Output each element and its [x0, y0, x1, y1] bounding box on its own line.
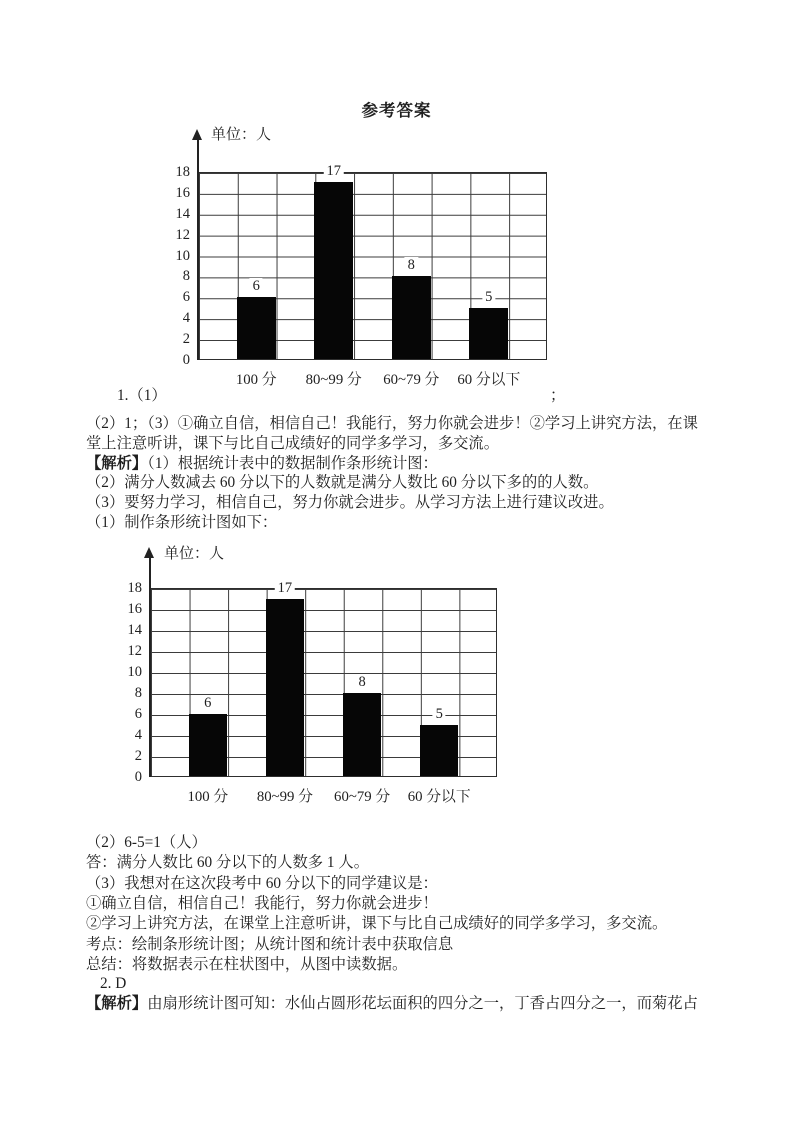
- x-axis-category-label: 100 分: [235, 372, 277, 388]
- answer-text-line: （2）1；（3）①确立自信，相信自己！我能行，努力你就会进步！②学习上讲究方法，在课: [86, 415, 698, 432]
- answer-text-line: 考点：绘制条形统计图；从统计图和统计表中获取信息: [86, 936, 454, 953]
- answer-text-line: （1）制作条形统计图如下：: [86, 514, 278, 531]
- x-axis-category-label: 60~79 分: [383, 372, 440, 388]
- bar-value-label: 8: [355, 674, 368, 691]
- bar-value-label: 17: [275, 580, 296, 597]
- y-axis-tick-label: 2: [182, 331, 190, 347]
- answer-text-line: 答：满分人数比 60 分以下的人数多 1 人。: [86, 854, 369, 871]
- y-axis-tick-label: 6: [182, 289, 190, 305]
- question1-item-label: 1.（1）: [117, 387, 167, 404]
- y-axis-tick-label: 14: [175, 206, 190, 222]
- bar-value-label: 17: [323, 163, 344, 180]
- y-axis-tick-label: 12: [175, 227, 190, 243]
- chart-unit-label: 单位：人: [211, 127, 272, 143]
- x-axis-category-label: 60 分以下: [407, 789, 471, 805]
- question2-analysis: 【解析】由扇形统计图可知：水仙占圆形花坛面积的四分之一，丁香占四分之一，而菊花占: [86, 995, 698, 1012]
- bar-value-label: 6: [250, 278, 263, 295]
- y-axis-tick-label: 10: [127, 664, 142, 680]
- x-axis-category-label: 60~79 分: [334, 789, 391, 805]
- y-axis-tick-label: 18: [127, 580, 142, 596]
- y-axis-tick-label: 16: [175, 185, 190, 201]
- chart-bar: [266, 599, 305, 777]
- bar-value-label: 5: [433, 706, 446, 723]
- answer-text-line: （3）要努力学习，相信自己，努力你就会进步。从学习方法上进行建议改进。: [86, 494, 614, 511]
- y-axis-line: [149, 556, 151, 777]
- y-axis-tick-label: 8: [134, 685, 142, 701]
- chart-bar: [189, 714, 228, 776]
- answer-text-line: （2）满分人数减去 60 分以下的人数就是满分人数比 60 分以下多的的人数。: [86, 474, 599, 491]
- chart-bar: [343, 693, 382, 776]
- page-title: 参考答案: [361, 101, 432, 120]
- y-axis-tick-label: 2: [134, 748, 142, 764]
- y-axis-tick-label: 4: [182, 310, 190, 326]
- y-axis-tick-label: 16: [127, 601, 142, 617]
- y-axis-tick-label: 12: [127, 643, 142, 659]
- answer-text-line: ①确立自信，相信自己！我能行，努力你就会进步！: [86, 895, 438, 912]
- answer-text-line: 总结：将数据表示在柱状图中，从图中读数据。: [86, 956, 408, 973]
- chart-unit-label: 单位：人: [164, 546, 225, 562]
- chart-bar: [420, 725, 459, 777]
- answer-text-line: （2）6-5=1（人）: [86, 834, 207, 851]
- bar-value-label: 6: [201, 695, 214, 712]
- y-axis-tick-label: 6: [134, 706, 142, 722]
- x-axis-category-label: 80~99 分: [256, 789, 313, 805]
- answer-text-line: 堂上注意听讲，课下与比自己成绩好的同学多学习，多交流。: [86, 435, 500, 452]
- x-axis-category-label: 100 分: [187, 789, 229, 805]
- y-axis-tick-label: 4: [134, 727, 142, 743]
- answer-text-line: 【解析】（1）根据统计表中的数据制作条形统计图：: [86, 455, 438, 472]
- y-axis-tick-label: 8: [182, 268, 190, 284]
- y-axis-tick-label: 18: [175, 164, 190, 180]
- bar-value-label: 5: [482, 289, 495, 306]
- answer-text-line: ②学习上讲究方法，在课堂上注意听讲，课下与比自己成绩好的同学多学习，多交流。: [86, 915, 668, 932]
- bar-value-label: 8: [405, 257, 418, 274]
- x-axis-category-label: 60 分以下: [457, 372, 521, 388]
- y-axis-tick-label: 10: [175, 248, 190, 264]
- y-axis-tick-label: 14: [127, 622, 142, 638]
- y-axis-tick-label: 0: [134, 769, 142, 785]
- question2-answer: 2. D: [100, 975, 127, 992]
- after-chart1-punctuation: ；: [550, 387, 566, 404]
- x-axis-category-label: 80~99 分: [305, 372, 362, 388]
- answer-text-line: （3）我想对在这次段考中 60 分以下的同学建议是：: [86, 875, 438, 892]
- y-axis-tick-label: 0: [182, 352, 190, 368]
